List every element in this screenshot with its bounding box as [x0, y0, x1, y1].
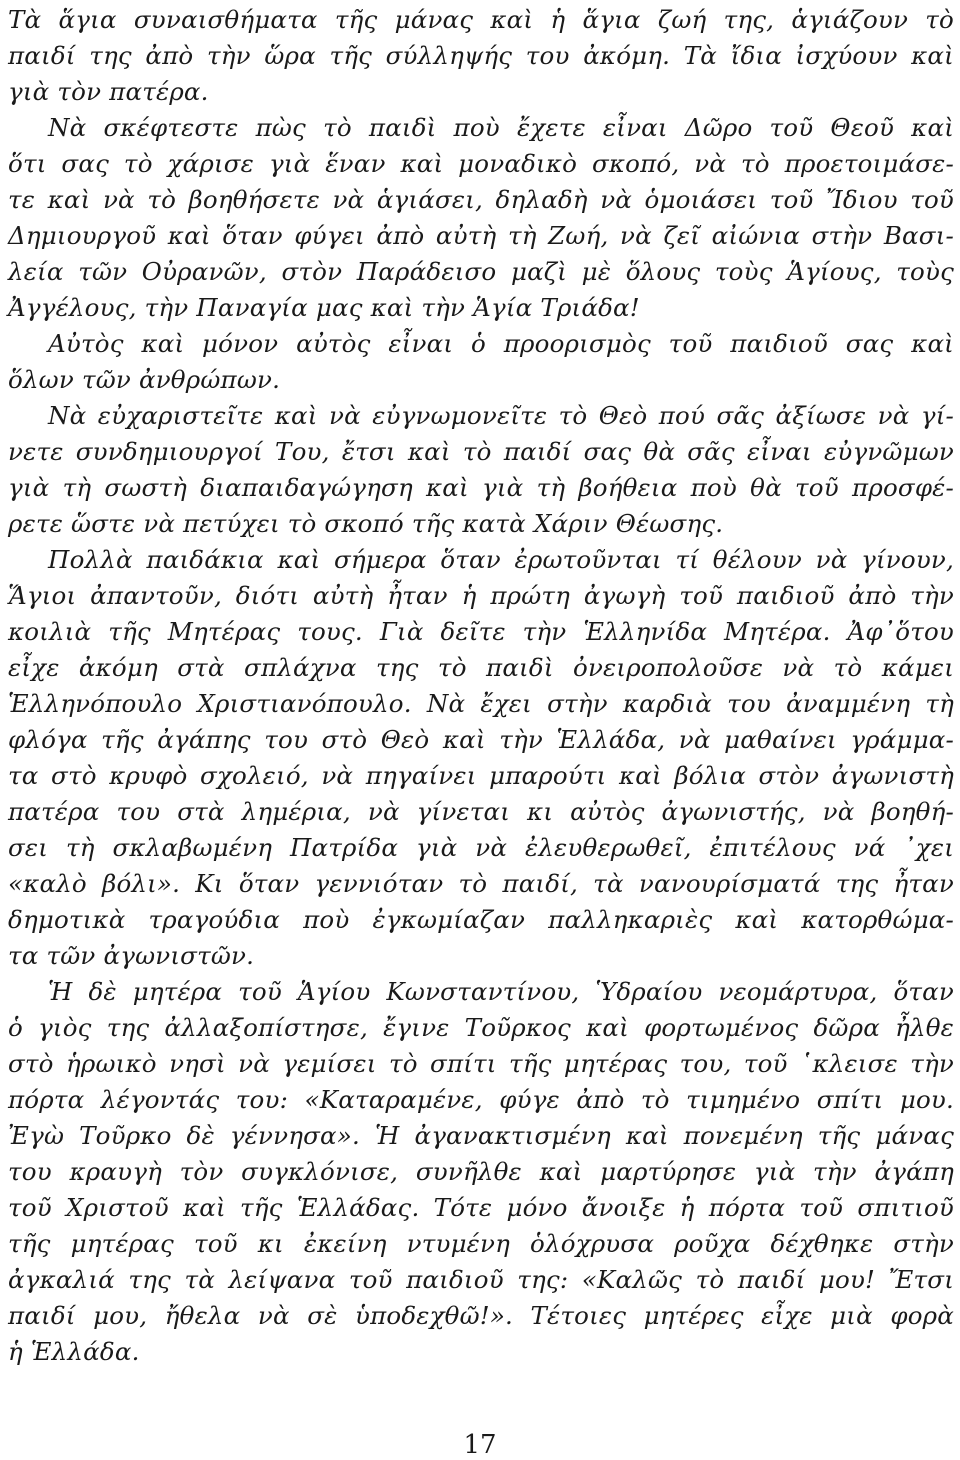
text-line: «καλὸ βόλι». Κι ὅταν γεννιόταν τὸ παιδί, τὰ νανουρίσματά της ἦταν [8, 869, 954, 898]
text-line: παιδί της ἀπὸ τὴν ὥρα τῆς σύλληψής του ἀκόμη. Τὰ ἴδια ἰσχύουν καὶ [8, 41, 954, 70]
text-line: Ἀγγέλους, τὴν Παναγία μας καὶ τὴν Ἁγία Τριάδα! [8, 293, 640, 322]
text-line: ἡ Ἑλλάδα. [8, 1337, 140, 1366]
text-line: του κραυγὴ τὸν συγκλόνισε, συνῆλθε καὶ μαρτύρησε γιὰ τὴν ἀγάπη [8, 1157, 954, 1186]
text-line: Ἐγὼ Τοῦρκο δὲ γέννησα». Ἡ ἀγανακτισμένη καὶ πονεμένη τῆς μάνας [8, 1121, 954, 1150]
text-line: λεία τῶν Οὐρανῶν, στὸν Παράδεισο μαζὶ μὲ ὅλους τοὺς Ἁγίους, τοὺς [8, 257, 954, 286]
text-line: Ἅγιοι ἀπαντοῦν, διότι αὐτὴ ἦταν ἡ πρώτη ἀγωγὴ τοῦ παιδιοῦ ἀπὸ τὴν [8, 581, 954, 610]
page-number: 17 [463, 1430, 497, 1460]
document-body [8, 2, 954, 1370]
text-line: ρετε ὥστε νὰ πετύχει τὸ σκοπό τῆς κατὰ Χάριν Θέωσης. [8, 509, 724, 538]
text-line: γιὰ τὴ σωστὴ διαπαιδαγώγηση καὶ γιὰ τὴ βοήθεια ποὺ θὰ τοῦ προσφέ- [8, 473, 954, 502]
text-line: ὅλων τῶν ἀνθρώπων. [8, 365, 281, 394]
text-line: γιὰ τὸν πατέρα. [8, 77, 209, 106]
text-line: Νὰ εὐχαριστεῖτε καὶ νὰ εὐγνωμονεῖτε τὸ Θεὸ πού σᾶς ἀξίωσε νὰ γί- [48, 401, 954, 430]
text-line: ὅτι σας τὸ χάρισε γιὰ ἕναν καὶ μοναδικὸ σκοπό, νὰ τὸ προετοιμάσε- [8, 149, 954, 178]
text-line: νετε συνδημιουργοί Του, ἔτσι καὶ τὸ παιδί σας θὰ σᾶς εἶναι εὐγνῶμων [8, 437, 954, 466]
text-line: τε καὶ νὰ τὸ βοηθήσετε νὰ ἁγιάσει, δηλαδὴ νὰ ὁμοιάσει τοῦ Ἴδιου τοῦ [8, 185, 954, 214]
text-line: τα τῶν ἀγωνιστῶν. [8, 941, 255, 970]
text-line: φλόγα τῆς ἀγάπης του στὸ Θεὸ καὶ τὴν Ἑλλάδα, νὰ μαθαίνει γράμμα- [8, 725, 954, 754]
text-line: ἀγκαλιά της τὰ λείψανα τοῦ παιδιοῦ της: «Καλῶς τὸ παιδί μου! Ἔτσι [8, 1265, 954, 1294]
text-line: Πολλὰ παιδάκια καὶ σήμερα ὅταν ἐρωτοῦνται τί θέλουν νὰ γίνουν, [48, 545, 954, 574]
text-line: παιδί μου, ἤθελα νὰ σὲ ὑποδεχθῶ!». Τέτοιες μητέρες εἶχε μιὰ φορὰ [8, 1301, 954, 1330]
text-line: κοιλιὰ τῆς Μητέρας τους. Γιὰ δεῖτε τὴν Ἑλληνίδα Μητέρα. Ἀφ᾽ὅτου [8, 617, 954, 646]
text-line: Ἑλληνόπουλο Χριστιανόπουλο. Νὰ ἔχει στὴν καρδιὰ του ἀναμμένη τὴ [8, 689, 954, 718]
text-line: πόρτα λέγοντάς του: «Καταραμένε, φύγε ἀπὸ τὸ τιμημένο σπίτι μου. [8, 1085, 954, 1114]
text-line: πατέρα του στὰ λημέρια, νὰ γίνεται κι αὐτὸς ἀγωνιστής, νὰ βοηθή- [8, 797, 954, 826]
text-line: Τὰ ἅγια συναισθήματα τῆς μάνας καὶ ἡ ἅγια ζωή της, ἁγιάζουν τὸ [8, 5, 954, 34]
text-line: δημοτικὰ τραγούδια ποὺ ἐγκωμίαζαν παλληκαριὲς καὶ κατορθώμα- [8, 905, 954, 934]
text-line: τῆς μητέρας τοῦ κι ἐκείνη ντυμένη ὁλόχρυσα ροῦχα δέχθηκε στὴν [8, 1229, 954, 1258]
text-line: ὁ γιὸς της ἀλλαξοπίστησε, ἔγινε Τοῦρκος καὶ φορτωμένος δῶρα ἦλθε [8, 1013, 954, 1042]
text-line: σει τὴ σκλαβωμένη Πατρίδα γιὰ νὰ ἐλευθερωθεῖ, ἐπιτέλους νά ᾽χει [8, 833, 954, 862]
text-line: τα στὸ κρυφὸ σχολειό, νὰ πηγαίνει μπαρούτι καὶ βόλια στὸν ἀγωνιστὴ [8, 761, 954, 790]
text-line: Ἡ δὲ μητέρα τοῦ Ἁγίου Κωνσταντίνου, Ὑδραίου νεομάρτυρα, ὅταν [48, 977, 954, 1006]
text-line: Δημιουργοῦ καὶ ὅταν φύγει ἀπὸ αὐτὴ τὴ Ζωή, νὰ ζεῖ αἰώνια στὴν Βασι- [8, 221, 954, 250]
text-line: Νὰ σκέφτεστε πὼς τὸ παιδὶ ποὺ ἔχετε εἶναι Δῶρο τοῦ Θεοῦ καὶ [48, 113, 954, 142]
text-line: Αὐτὸς καὶ μόνον αὐτὸς εἶναι ὁ προορισμὸς τοῦ παιδιοῦ σας καὶ [48, 329, 954, 358]
text-line: εἶχε ἀκόμη στὰ σπλάχνα της τὸ παιδὶ ὀνειροπολοῦσε νὰ τὸ κάμει [8, 653, 954, 682]
text-line: στὸ ἡρωικὸ νησὶ νὰ γεμίσει τὸ σπίτι τῆς μητέρας του, τοῦ ῾κλεισε τὴν [8, 1049, 954, 1078]
text-line: τοῦ Χριστοῦ καὶ τῆς Ἑλλάδας. Τότε μόνο ἄνοιξε ἡ πόρτα τοῦ σπιτιοῦ [8, 1193, 954, 1222]
